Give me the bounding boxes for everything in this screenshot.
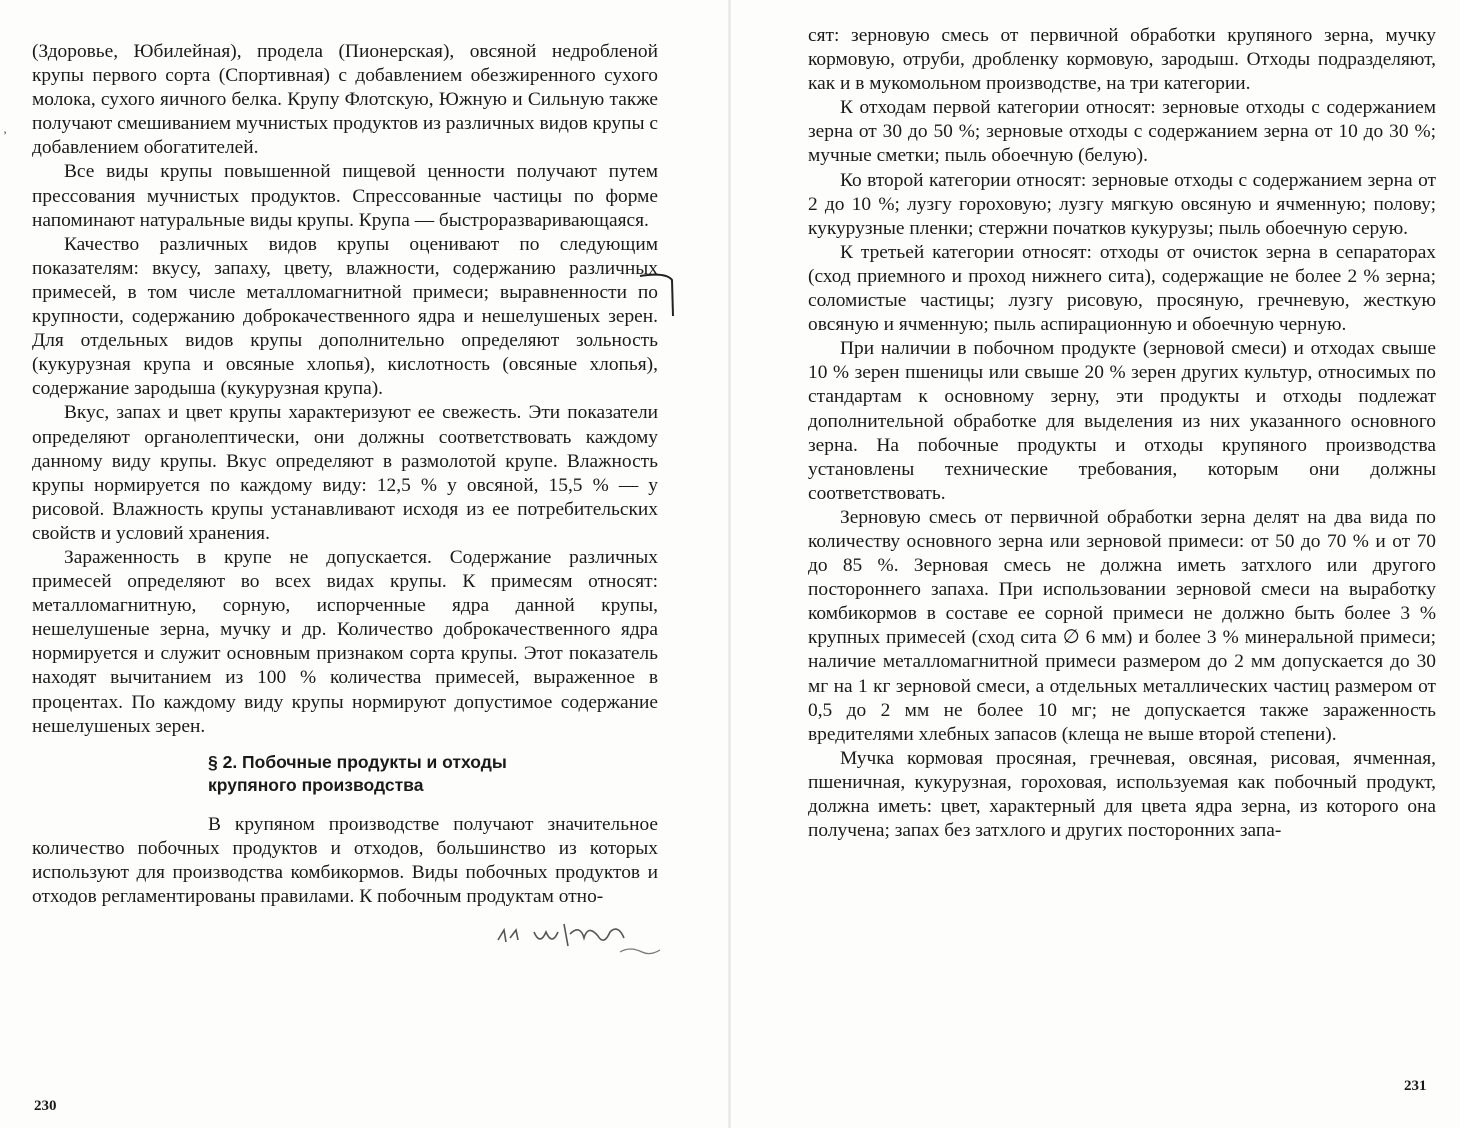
paragraph: При наличии в побочном продукте (зерновой смеси) и отходах свыше 10 % зерен пшеницы или свыше 20 % зерен других культур, относимых по стандартам к основному зерну, эти продукты и отходы подлежат дополнительной обработке для выделения из них указанного основного зерна. На побочные продукты и отходы крупяного производства установлены технические требования, которым они должны соответствовать.: [808, 338, 1436, 504]
paragraph: К третьей категории относят: отходы от очисток зерна в сепараторах (сход приемного и проход нижнего сита), содержащие не более 2 % зерна; соломистые частицы; лузгу рисовую, просяную, гречневую, жесткую овсяную и ячменную; пыль аспирационную и обоечную черную.: [808, 241, 1436, 336]
paragraph: В крупяном производстве получают значительное количество побочных продуктов и отходов, большинство из которых используют для производства комбикормов. Виды побочных продуктов и отходов регламентированы правилами. К побочным продуктам отно-: [32, 813, 658, 907]
paragraph: Все виды крупы повышенной пищевой ценности получают путем прессования мучнистых продуктов. Спрессованные частицы по форме напоминают натуральные виды крупы. Крупа — быстроразваривающаяся.: [32, 161, 658, 231]
left-page-text: [32, 40, 658, 909]
section-heading-line: § 2. Побочные продукты и отходы: [208, 751, 507, 772]
paragraph: Мучка кормовая просяная, гречневая, овсяная, рисовая, ячменная, пшеничная, кукурузная, гороховая, используемая как побочный продукт, должна иметь: цвет, характерный для цвета ядра зерна, из которого она получена; запах без затхлого и других посторонних запа-: [808, 747, 1436, 842]
paragraph: сят: зерновую смесь от первичной обработки крупяного зерна, мучку кормовую, отруби, дробленку кормовую, зародыш. Отходы подразделяют, как и в мукомольном производстве, на три категории.: [808, 25, 1436, 95]
handwritten-annotation: [490, 910, 680, 962]
paragraph: Зерновую смесь от первичной обработки зерна делят на два вида по количеству основного зерна или зерновой примеси: от 50 до 70 % и от 70 до 85 %. Зерновая смесь не должна иметь затхлого или другого постороннего запаха. При использовании зерновой смеси на выработку комбикормов в составе ее сорной примеси не должно быть более 3 % крупных примесей (сход сита ∅ 6 мм) и более 3 % минеральной примеси; наличие металломагнитной примеси размером до 2 мм допускается до 30 мг на 1 кг зерновой смеси, а отдельных металлических частиц размером от 0,5 до 2 мм не более 10 мг; не допускается также зараженность вредителями хлебных запасов (клеща не выше второй степени).: [808, 506, 1436, 745]
page-number: 230: [34, 1098, 57, 1114]
section-heading-line: крупяного производства: [208, 774, 424, 795]
paragraph: К отходам первой категории относят: зерновые отходы с содержанием зерна от 30 до 50 %; зерновые отходы с содержанием зерна от 10 до 30 %; мучные сметки; пыль обоечную (белую).: [808, 97, 1436, 167]
right-page: [730, 0, 1460, 1128]
section-heading: [208, 751, 658, 797]
paragraph: Вкус, запах и цвет крупы характеризуют ее свежесть. Эти показатели определяют органолептически, они должны соответствовать каждому данному виду крупы. Вкус определяют в размолотой крупе. Влажность крупы нормируется по каждому виду: 12,5 % у овсяной, 15,5 % — у рисовой. Влажность крупы устанавливают исходя из ее потребительских свойств и условий хранения.: [32, 402, 658, 544]
paragraph: Качество различных видов крупы оценивают по следующим показателям: вкусу, запаху, цвету, влажности, содержанию различных примесей, в том числе металломагнитной примеси; выравненности по крупности, содержанию доброкачественного ядра и нешелушеных зерен. Для отдельных видов крупы дополнительно определяют зольность (кукурузная крупа и овсяные хлопья), кислотность (овсяные хлопья), содержание зародыша (кукурузная крупа).: [32, 233, 658, 400]
right-page-text: [808, 24, 1436, 843]
page-number: 231: [1404, 1078, 1427, 1094]
margin-tick-mark: ’: [3, 128, 7, 142]
paragraph: (Здоровье, Юбилейная), продела (Пионерская), овсяной недробленой крупы первого сорта (Спортивная) с добавлением обезжиренного сухого молока, сухого яичного белка. Крупу Флотскую, Южную и Сильную также получают смешиванием мучнистых продуктов из различных видов крупы с добавлением обогатителей.: [32, 41, 658, 159]
paragraph: Ко второй категории относят: зерновые отходы с содержанием зерна от 2 до 10 %; лузгу гороховую; лузгу мягкую овсяную и ячменную; полову; кукурузные пленки; стержни початков кукурузы; пыль обоечную серую.: [808, 169, 1436, 239]
paragraph: Зараженность в крупе не допускается. Содержание различных примесей определяют во всех видах крупы. К примесям относят: металломагнитную, сорную, испорченные ядра данной крупы, нешелушеные зерна, мучку и др. Количество доброкачественного ядра нормируется и служит основным признаком сорта крупы. Этот показатель находят вычитанием из 100 % количества примесей, выраженное в процентах. По каждому виду крупы нормируют допустимое содержание нешелушеных зерен.: [32, 546, 658, 737]
handwritten-bracket-mark: [636, 266, 676, 318]
